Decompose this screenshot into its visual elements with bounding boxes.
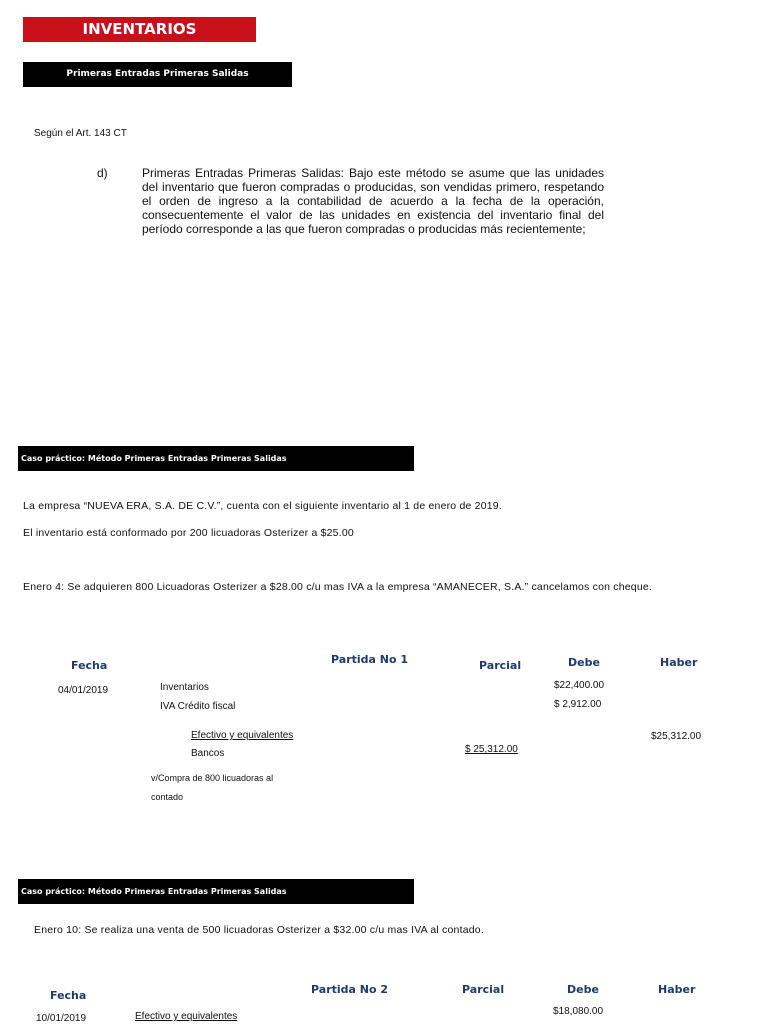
article-label: d) (97, 166, 108, 180)
case2-header-debe: Debe (567, 983, 599, 996)
case1-date: 04/01/2019 (58, 685, 109, 696)
case1-bar-label: Caso práctico: Método Primeras Entradas Primeras Salidas (21, 454, 287, 463)
case1-event: Enero 4: Se adquieren 800 Licuadoras Osterizer a $28.00 c/u mas IVA a la empresa “AMANECER, S.A.” cancelamos con cheque. (23, 581, 653, 593)
case1-row-account: Bancos (191, 748, 225, 759)
case1-row-debe: $ 2,912.00 (554, 699, 602, 710)
case1-row-parcial: $ 25,312.00 (465, 744, 518, 755)
case2-row-account: Efectivo y equivalentes (135, 1011, 238, 1022)
case1-header-fecha: Fecha (71, 659, 108, 672)
case2-event: Enero 10: Se realiza una venta de 500 licuadoras Osterizer a $32.00 c/u mas IVA al contado. (34, 924, 484, 936)
case2-date: 10/01/2019 (36, 1013, 87, 1024)
article-text: Primeras Entradas Primeras Salidas: Bajo este método se asume que las unidades del inventario que fueron compradas o producidas, son vendidas primero, respetando el orden de ingreso a la contabilidad de acuerdo a la fecha de la operación, consecuentemente el valor de las unidades en existencia del inventario final del período corresponde a las que fueron compradas o producidas más recientemente; (142, 166, 604, 236)
case1-header-partida: Partida No 1 (331, 653, 409, 666)
case2-header-fecha: Fecha (50, 989, 87, 1002)
case1-intro1: La empresa “NUEVA ERA, S.A. DE C.V.”, cuenta con el siguiente inventario al 1 de enero de 2019. (23, 500, 502, 512)
case1-header-debe: Debe (568, 656, 600, 669)
case2-header-partida: Partida No 2 (311, 983, 389, 996)
section-subtitle-bar: Primeras Entradas Primeras Salidas (23, 62, 292, 87)
case2-row-debe: $18,080.00 (553, 1006, 604, 1017)
case1-row-account: Inventarios (160, 682, 209, 693)
case1-row-account: Efectivo y equivalentes (191, 730, 294, 741)
case1-row-debe: $22,400.00 (554, 680, 605, 691)
case2-header-parcial: Parcial (462, 983, 505, 996)
case1-row-haber: $25,312.00 (651, 731, 702, 742)
case1-header-haber: Haber (660, 656, 698, 669)
case1-row-account: IVA Crédito fiscal (160, 701, 236, 712)
case2-bar (18, 879, 414, 904)
article-reference: Según el Art. 143 CT (34, 128, 127, 139)
case1-note-line1: v/Compra de 800 licuadoras al (151, 773, 274, 783)
case1-note-line2: contado (151, 792, 184, 802)
case1-bar (18, 446, 414, 471)
page-title: INVENTARIOS (23, 17, 256, 42)
case2-bar-label: Caso práctico: Método Primeras Entradas Primeras Salidas (21, 887, 287, 896)
case1-intro2: El inventario está conformado por 200 licuadoras Osterizer a $25.00 (23, 527, 354, 539)
case2-header-haber: Haber (658, 983, 696, 996)
case1-header-parcial: Parcial (479, 659, 522, 672)
